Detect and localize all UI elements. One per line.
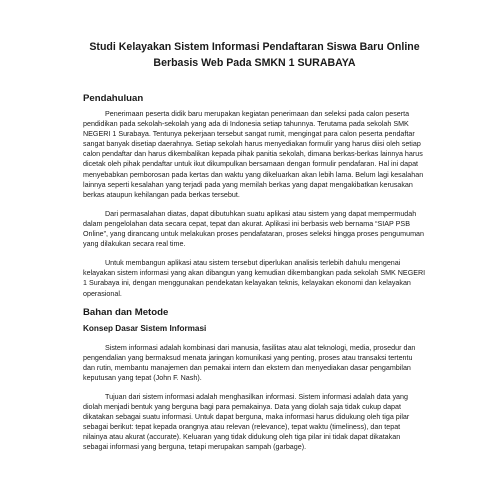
document-page [83, 40, 426, 453]
paragraph-concept-2: Tujuan dari sistem informasi adalah menghasilkan informasi. Sistem informasi adalah data yang diolah menjadi bentuk yang berguna bagi para pemakainya. Data yang diolah saja tidak cukup dapat dikatakan sebagai suatu informasi. Untuk dapat berguna, maka informasi harus didukung oleh tiga pilar sebagai berikut: tepat kepada orangnya atau relevan (relevance), tepat waktu (timeliness), dan tepat nilainya atau akurat (accurate). Keluaran yang tidak didukung oleh tiga pilar ini tidak dapat dikatakan sebagai informasi yang berguna, tetapi merupakan sampah (garbage). [83, 392, 410, 452]
paragraph-intro-1: Penerimaan peserta didik baru merupakan kegiatan penerimaan dan seleksi pada calon peserta pendidikan pada sekolah-sekolah yang ada di Indonesia setiap tahunnya. Terutama pada sekolah SMK NEGERI 1 Surabaya. Tentunya pekerjaan tersebut sangat rumit, mengingat para calon peserta pendaftar sangat banyak disetiap daerahnya. Setiap sekolah harus menyediakan formulir yang harus diisi oleh setiap calon pendaftar dan harus dikembalikan kepada pihak panitia sekolah, dimana berkas-berkas lainnya harus dicetak oleh pihak pendaftar untuk ikut dikumpulkan bersamaan dengan formulir pendafaran. Hal ini dapat menyebabkan pemborosan pada kertas dan waktu yang dikeluarkan akan lebih lama. Belum lagi kesalahan lainnya seperti kesalahan yang terjadi pada yang memilah berkas yang dapat mengakibatkan kerusakan berkas ataupun kehilangan pada berkas tersebut. [83, 110, 424, 199]
paragraph-intro-3: Untuk membangun aplikasi atau sistem tersebut diperlukan analisis terlebih dahulu mengenai kelayakan sistem informasi yang akan dibangun yang kemudian dikembangkan pada sekolah SMK NEGERI 1 Surabaya ini, dengan menggunakan pendekatan kelayakan teknis, kelayakan ekonomi dan kelayakan operasional. [83, 259, 426, 298]
title-line-1: Studi Kelayakan Sistem Informasi Pendaftaran Siswa Baru Online [89, 41, 420, 53]
paragraph-concept-1: Sistem informasi adalah kombinasi dari manusia, fasilitas atau alat teknologi, media, prosedur dan pengendalian yang bermaksud menata jaringan komunikasi yang penting, proses atau transaksi tertentu dan rutin, membantu manajemen dan pemakai intern dan ekstern dan menyediakan dasar pengambilan keputusan yang tepat (John F. Nash). [83, 343, 416, 382]
paragraph-intro-2: Dari permasalahan diatas, dapat dibutuhkan suatu aplikasi atau sistem yang dapat mempermudah dalam pengelolahan data secara cepat, tepat dan akurat. Aplikasi ini berbasis web bernama “SIAP PSB Online”, yang dirancang untuk melakukan proses pendafataran, proses seleksi hingga proses pengumuman yang dilakukan secara real time. [83, 209, 424, 249]
section-heading-pendahuluan: Pendahuluan [83, 93, 144, 104]
document-title [63, 40, 446, 71]
subsection-heading-konsep: Konsep Dasar Sistem Informasi [83, 323, 207, 333]
section-heading-bahan-metode: Bahan dan Metode [83, 306, 169, 318]
title-line-2: Berbasis Web Pada SMKN 1 SURABAYA [153, 56, 356, 69]
